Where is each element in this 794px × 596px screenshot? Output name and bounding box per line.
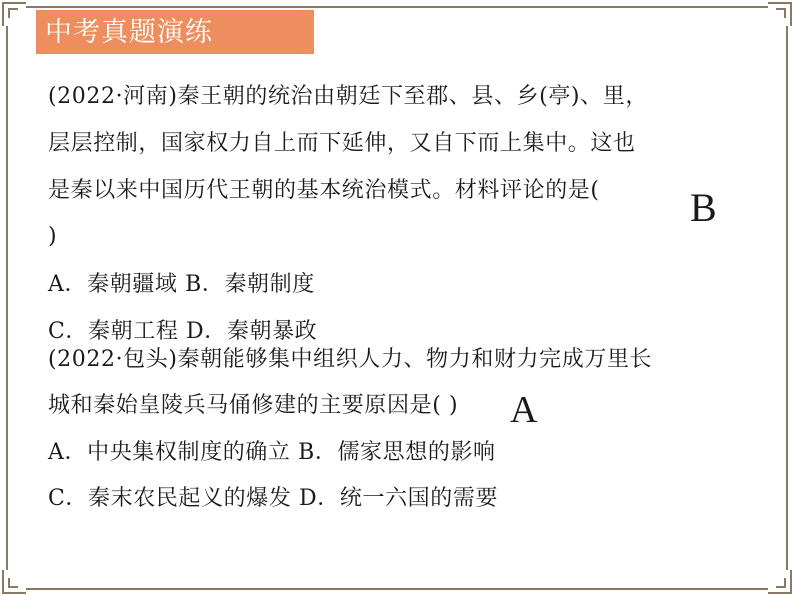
frame-bottom-line — [26, 588, 768, 590]
question1-line-2: 层层控制，国家权力自上而下延伸，又自下而上集中。这也 — [48, 131, 636, 156]
frame-left-line — [6, 26, 8, 570]
question1-line-3: 是秦以来中国历代王朝的基本统治模式。材料评论的是( — [48, 178, 600, 203]
question1-line-1: (2022·河南)秦王朝的统治由朝廷下至郡、县、乡(亭)、里， — [48, 84, 648, 109]
question2-line-2: 城和秦始皇陵兵马俑修建的主要原因是( ) — [48, 393, 459, 418]
question1-answer: B — [690, 185, 717, 230]
question1-option-row-1: A．秦朝疆域 B．秦朝制度 — [48, 272, 315, 297]
frame-corner-bottom-left — [2, 570, 26, 594]
question1-option-row-2: C．秦朝工程 D．秦朝暴政 — [48, 319, 318, 344]
question2-line-1: (2022·包头)秦朝能够集中组织人力、物力和财力完成万里长 — [48, 347, 653, 372]
frame-right-line — [786, 26, 788, 570]
header-title: 中考真题演练 — [45, 17, 213, 48]
question1-line-4: ) — [48, 224, 58, 249]
frame-corner-top-left — [2, 2, 26, 26]
question2-answer: A — [510, 389, 538, 431]
frame-corner-top-right — [768, 2, 792, 26]
frame-corner-bottom-right — [768, 570, 792, 594]
question2-option-row-2: C．秦末农民起义的爆发 D．统一六国的需要 — [48, 486, 499, 511]
frame-top-line — [26, 6, 768, 8]
question2-option-row-1: A．中央集权制度的确立 B．儒家思想的影响 — [48, 440, 496, 465]
